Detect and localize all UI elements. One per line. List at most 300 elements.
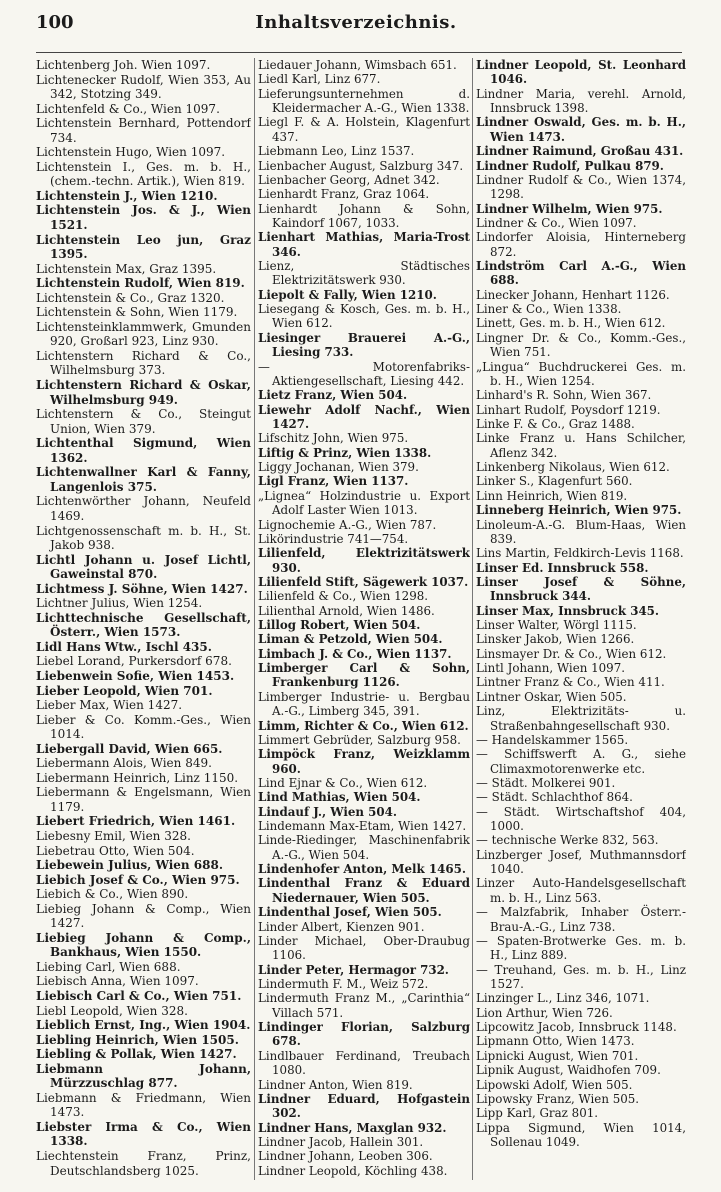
index-entry-text: Lindström Carl A.-G., Wien 688.	[476, 259, 686, 288]
index-entry-text: Lichtenwörther Johann, Neufeld 1469.	[36, 494, 251, 523]
index-entry	[476, 503, 686, 517]
index-entry-text: Lindner Oswald, Ges. m. b. H., Wien 1473.	[476, 115, 686, 144]
index-entry	[476, 905, 686, 934]
index-entry	[258, 819, 470, 833]
index-entry-text: Liebing Carl, Wien 688.	[36, 959, 181, 974]
index-entry	[476, 216, 686, 230]
index-entry-text: Liebmann Leo, Linz 1537.	[258, 144, 415, 159]
index-entry-text: Linser Max, Innsbruck 345.	[476, 603, 660, 618]
index-entry	[476, 460, 686, 474]
index-entry-text: Lichtenthal Sigmund, Wien 1362.	[36, 436, 251, 465]
index-entry-text: Lichtenstein J., Wien 1210.	[36, 188, 218, 203]
index-entry-text: Linzinger L., Linz 346, 1071.	[476, 991, 650, 1006]
index-entry-text: Lignochemie A.-G., Wien 787.	[258, 517, 437, 532]
column-divider	[254, 58, 255, 1180]
index-entry	[36, 160, 251, 189]
index-entry	[36, 771, 251, 786]
index-entry-text: Liebl Leopold, Wien 328.	[36, 1003, 188, 1018]
index-entry	[36, 73, 251, 102]
index-entry-text: Linkenberg Nikolaus, Wien 612.	[476, 460, 670, 475]
index-entry-text: Lind Ejnar & Co., Wien 612.	[258, 775, 428, 790]
index-entry-text: Lingner Dr. & Co., Komm.-Ges., Wien 751.	[476, 330, 686, 360]
index-entry-text: Liebisch Anna, Wien 1097.	[36, 974, 199, 989]
index-entry	[258, 589, 470, 603]
index-entry	[36, 1004, 251, 1019]
index-entry	[36, 276, 251, 291]
index-entry	[36, 1018, 251, 1033]
index-entry	[36, 596, 251, 611]
index-entry-text: — Städt. Schlachthof 864.	[476, 790, 633, 805]
index-entry-text: Lichtenfeld & Co., Wien 1097.	[36, 101, 220, 116]
index-entry-text: Lindner Eduard, Hofgastein 302.	[258, 1091, 470, 1121]
index-entry	[476, 704, 686, 733]
index-entry	[476, 518, 686, 547]
index-entry	[258, 360, 470, 389]
column-divider	[472, 58, 473, 1180]
index-entry	[258, 1049, 470, 1078]
index-entry	[36, 640, 251, 655]
index-entry-text: Lilienfeld & Co., Wien 1298.	[258, 589, 429, 604]
index-entry-text: Lindorfer Aloisia, Hinterneberg 872.	[476, 230, 686, 259]
index-entry-text: Liggy Jochanan, Wien 379.	[258, 460, 419, 475]
index-entry	[36, 858, 251, 873]
index-entry-text: Linz, Elektrizitäts- u. Straßenbahngesellschaft 930.	[476, 704, 686, 733]
index-entry-text: Lienhardt Johann & Sohn, Kaindorf 1067, 1033.	[258, 201, 470, 230]
index-entry	[36, 1062, 251, 1091]
index-entry	[258, 331, 470, 360]
index-entry	[36, 669, 251, 684]
index-entry	[476, 632, 686, 646]
index-entry	[36, 611, 251, 640]
index-entry	[258, 460, 470, 474]
index-entry	[476, 934, 686, 963]
index-entry	[36, 436, 251, 465]
index-entry-text: Linke F. & Co., Graz 1488.	[476, 416, 635, 431]
index-entry-text: Lichtmess J. Söhne, Wien 1427.	[36, 581, 248, 596]
index-entry	[258, 144, 470, 158]
index-entry	[258, 202, 470, 231]
index-entry-text: Lindner Maria, verehl. Arnold, Innsbruck 1398.	[476, 86, 686, 116]
index-entry-text: Lichtenstein Hugo, Wien 1097.	[36, 145, 226, 160]
index-entry	[258, 733, 470, 747]
index-entry	[258, 1164, 470, 1178]
index-entry	[258, 575, 470, 589]
header-rule	[36, 52, 682, 53]
index-entry	[36, 320, 251, 349]
index-entry-text: Limmert Gebrüder, Salzburg 958.	[258, 732, 461, 747]
index-entry	[476, 604, 686, 618]
index-entry	[36, 305, 251, 320]
index-entry-text: Liebmann Johann, Mürzzuschlag 877.	[36, 1061, 251, 1091]
index-entry	[258, 632, 470, 646]
index-entry	[36, 145, 251, 160]
index-entry	[476, 618, 686, 632]
index-entry	[36, 189, 251, 204]
index-entry	[476, 675, 686, 689]
index-entry-text: „Lingua“ Buchdruckerei Ges. m. b. H., Wien 1254.	[476, 359, 686, 388]
index-entry	[476, 302, 686, 316]
index-entry-text: Lienhart Mathias, Maria-Trost 346.	[258, 230, 470, 259]
index-entry	[476, 561, 686, 575]
index-entry	[258, 790, 470, 804]
index-entry-text: Liner & Co., Wien 1338.	[476, 302, 622, 317]
index-entry	[258, 546, 470, 575]
index-entry-text: Lichtenstein Rudolf, Wien 819.	[36, 276, 245, 291]
index-entry-text: — Malzfabrik, Inhaber Österr.-Brau-A.-G., Linz 738.	[476, 905, 686, 934]
index-entry	[258, 1020, 470, 1049]
index-entry	[36, 378, 251, 407]
index-entry-text: Liebling & Pollak, Wien 1427.	[36, 1047, 237, 1062]
page-number: 100	[36, 12, 74, 33]
index-entry	[476, 661, 686, 675]
index-entry	[258, 87, 470, 116]
index-entry	[476, 690, 686, 704]
index-column-2	[258, 58, 470, 1180]
index-entry	[258, 604, 470, 618]
index-entry-text: Liebieg Johann & Comp., Wien 1427.	[36, 901, 251, 931]
index-entry-text: Linder Albert, Kienzen 901.	[258, 919, 425, 934]
index-entry	[476, 202, 686, 216]
index-entry	[476, 1106, 686, 1120]
index-entry-text: Lindner Jacob, Hallein 301.	[258, 1134, 424, 1149]
index-entry-text: — Schiffswerft A. G., siehe Climaxmotorenwerke etc.	[476, 747, 686, 776]
index-entry-text: Lienbacher Georg, Adnet 342.	[258, 172, 440, 187]
index-entry	[476, 489, 686, 503]
index-entry-text: Lintner Oskar, Wien 505.	[476, 689, 627, 704]
index-entry-text: Lindermuth F. M., Weiz 572.	[258, 977, 429, 991]
index-entry	[476, 848, 686, 877]
index-entry	[258, 58, 470, 72]
index-entry-text: Lietz Franz, Wien 504.	[258, 388, 408, 403]
index-entry	[36, 407, 251, 436]
index-entry-text: Linder Michael, Ober-Draubug 1106.	[258, 933, 470, 963]
index-entry-text: Liebewein Julius, Wien 688.	[36, 858, 224, 873]
index-entry-text: „Lignea“ Holzindustrie u. Export Adolf Laster Wien 1013.	[258, 488, 470, 518]
index-entry	[476, 876, 686, 905]
index-columns	[36, 58, 686, 1184]
index-entry	[476, 144, 686, 158]
index-entry-text: Linser Josef & Söhne, Innsbruck 344.	[476, 574, 686, 604]
index-entry-text: Lichtenecker Rudolf, Wien 353, Au 342, Stotzing 349.	[36, 72, 251, 102]
index-entry-text: Linser Ed. Innsbruck 558.	[476, 560, 649, 575]
index-entry	[476, 331, 686, 360]
index-entry-text: Lichtenstein Leo jun, Graz 1395.	[36, 232, 251, 262]
index-entry-text: Lindemann Max-Etam, Wien 1427.	[258, 819, 467, 834]
index-entry-text: Lichtensteinklammwerk, Gmunden 920, Großarl 923, Linz 930.	[36, 319, 251, 349]
index-entry	[476, 288, 686, 302]
index-entry	[476, 87, 686, 116]
index-entry	[476, 159, 686, 173]
index-entry	[476, 991, 686, 1005]
index-entry	[36, 1047, 251, 1062]
index-entry	[36, 582, 251, 597]
index-entry-text: Liebmann & Friedmann, Wien 1473.	[36, 1090, 251, 1120]
index-entry-text: Limm, Richter & Co., Wien 612.	[258, 718, 469, 733]
index-entry	[36, 814, 251, 829]
index-entry-text: Linn Heinrich, Wien 819.	[476, 488, 628, 503]
index-entry	[258, 159, 470, 173]
index-entry-text: Linzberger Josef, Muthmannsdorf 1040.	[476, 847, 686, 877]
index-entry	[258, 72, 470, 86]
index-entry	[36, 989, 251, 1004]
index-entry	[36, 756, 251, 771]
index-entry-text: Lindenthal Franz & Eduard Niedernauer, Wien 505.	[258, 876, 470, 905]
index-entry-text: Liechtenstein Franz, Prinz, Deutschlandsberg 1025.	[36, 1149, 251, 1178]
index-column-3	[476, 58, 686, 1180]
index-entry	[258, 115, 470, 144]
index-entry-text: Lienz, Städtisches Elektrizitätswerk 930.	[258, 259, 470, 288]
index-entry	[258, 618, 470, 632]
index-entry-text: Lindermuth Franz M., „Carinthia“ Villach 571.	[258, 991, 470, 1020]
index-entry-text: Limbach J. & Co., Wien 1137.	[258, 646, 452, 661]
index-entry-text: Liepolt & Fally, Wien 1210.	[258, 287, 437, 302]
index-entry	[476, 1034, 686, 1048]
index-entry	[36, 713, 251, 742]
index-entry	[476, 259, 686, 288]
index-entry	[36, 960, 251, 975]
index-entry-text: Liebel Lorand, Purkersdorf 678.	[36, 654, 232, 669]
index-entry-text: Lichtenstein & Co., Graz 1320.	[36, 290, 225, 305]
index-entry	[476, 173, 686, 202]
index-entry	[258, 230, 470, 259]
index-entry	[258, 905, 470, 919]
index-entry	[258, 173, 470, 187]
index-entry-text: Lindenthal Josef, Wien 505.	[258, 905, 442, 920]
index-entry	[476, 833, 686, 847]
index-entry	[258, 1121, 470, 1135]
index-entry	[36, 494, 251, 523]
index-entry-text: Lilienthal Arnold, Wien 1486.	[258, 603, 435, 618]
index-entry-text: Lichtenstern & Co., Steingut Union, Wien 379.	[36, 407, 251, 436]
index-entry-text: Likörindustrie 741—754.	[258, 531, 409, 546]
index-entry-text: Lipowsky Franz, Wien 505.	[476, 1091, 640, 1106]
index-entry	[36, 742, 251, 757]
index-entry-text: Lindinger Florian, Salzburg 678.	[258, 1020, 470, 1049]
index-entry	[258, 474, 470, 488]
index-entry	[36, 116, 251, 145]
index-entry-text: Linsker Jakob, Wien 1266.	[476, 632, 635, 647]
index-entry-text: Lichtenberg Joh. Wien 1097.	[36, 58, 211, 72]
index-entry-text: — Motorenfabriks-Aktiengesellschaft, Liesing 442.	[258, 359, 470, 388]
index-entry-text: Lichtenwallner Karl & Fanny, Langenlois 375.	[36, 465, 251, 494]
index-entry	[36, 262, 251, 277]
index-entry	[258, 518, 470, 532]
index-entry-text: Liebetrau Otto, Wien 504.	[36, 843, 195, 858]
index-entry-text: Linke Franz u. Hans Schilcher, Aflenz 342.	[476, 431, 686, 460]
index-entry-text: Lipmann Otto, Wien 1473.	[476, 1034, 635, 1049]
index-entry-text: Lind Mathias, Wien 504.	[258, 790, 421, 805]
index-entry-text: — Städt. Molkerei 901.	[476, 775, 616, 790]
index-entry-text: Lipp Karl, Graz 801.	[476, 1106, 599, 1121]
index-entry	[476, 1092, 686, 1106]
index-entry	[476, 431, 686, 460]
index-entry-text: Lilienfeld, Elektrizitätswerk 930.	[258, 546, 470, 575]
index-entry-text: Liebert Friedrich, Wien 1461.	[36, 814, 236, 829]
index-entry-text: Lipowski Adolf, Wien 505.	[476, 1077, 633, 1092]
index-entry-text: Lindner Johann, Leoben 306.	[258, 1149, 433, 1164]
index-entry-text: Linzer Auto-Handelsgesellschaft m. b. H., Linz 563.	[476, 876, 686, 905]
index-entry	[258, 805, 470, 819]
index-entry-text: Lieber Max, Wien 1427.	[36, 698, 183, 713]
index-entry	[258, 532, 470, 546]
index-entry-text: Lipnicki August, Wien 701.	[476, 1048, 639, 1063]
index-entry-text: Liebenwein Sofie, Wien 1453.	[36, 668, 235, 683]
index-entry	[36, 58, 251, 73]
index-entry	[258, 977, 470, 991]
index-entry-text: Lindner Leopold, St. Leonhard 1046.	[476, 58, 686, 87]
index-entry-text: Liebermann & Engelsmann, Wien 1179.	[36, 785, 251, 814]
index-entry	[258, 920, 470, 934]
index-entry	[476, 316, 686, 330]
index-entry	[258, 647, 470, 661]
index-entry-text: Lindauf J., Wien 504.	[258, 804, 397, 819]
index-entry-text: Lieblich Ernst, Ing., Wien 1904.	[36, 1018, 251, 1033]
index-entry	[258, 776, 470, 790]
index-entry-text: Linder Peter, Hermagor 732.	[258, 962, 449, 977]
index-entry	[476, 733, 686, 747]
index-entry	[476, 474, 686, 488]
index-entry	[36, 974, 251, 989]
index-entry	[36, 291, 251, 306]
index-entry	[36, 553, 251, 582]
index-entry	[36, 1033, 251, 1048]
index-entry-text: Lintner Franz & Co., Wien 411.	[476, 675, 665, 690]
index-entry-text: Lichtenstein Jos. & J., Wien 1521.	[36, 203, 251, 233]
index-entry	[258, 1078, 470, 1092]
index-entry	[258, 302, 470, 331]
index-entry	[36, 902, 251, 931]
index-entry	[258, 446, 470, 460]
index-entry	[36, 465, 251, 494]
index-entry-text: Linhart Rudolf, Poysdorf 1219.	[476, 402, 661, 417]
index-entry	[258, 934, 470, 963]
index-entry	[258, 876, 470, 905]
index-entry-text: Lichtenstern Richard & Oskar, Wilhelmsburg 949.	[36, 378, 251, 407]
index-entry-text: Liebich Josef & Co., Wien 975.	[36, 872, 240, 887]
index-entry-text: Liebieg Johann & Comp., Bankhaus, Wien 1550.	[36, 930, 251, 960]
index-entry-text: Linett, Ges. m. b. H., Wien 612.	[476, 316, 666, 331]
index-entry	[476, 360, 686, 389]
index-entry-text: Linser Walter, Wörgl 1115.	[476, 618, 637, 633]
index-entry-text: Liebesny Emil, Wien 328.	[36, 828, 191, 843]
index-entry-text: Liebster Irma & Co., Wien 1338.	[36, 1119, 251, 1149]
index-entry-text: Liman & Petzold, Wien 504.	[258, 632, 443, 647]
index-entry	[36, 931, 251, 960]
index-entry-text: Lichtl Johann u. Josef Lichtl, Gaweinstal 870.	[36, 552, 251, 582]
index-entry-text: Liebling Heinrich, Wien 1505.	[36, 1032, 239, 1047]
index-entry	[476, 805, 686, 834]
index-entry-text: Limberger Carl & Sohn, Frankenburg 1126.	[258, 661, 470, 690]
index-entry	[258, 833, 470, 862]
index-entry-text: Lieferungsunternehmen d. Kleidermacher A.-G., Wien 1338.	[258, 86, 470, 116]
index-entry	[258, 431, 470, 445]
index-entry	[476, 1078, 686, 1092]
index-entry-text: Liebergall David, Wien 665.	[36, 741, 223, 756]
index-entry-text: Liedl Karl, Linz 677.	[258, 72, 381, 87]
index-entry	[36, 1091, 251, 1120]
index-entry	[258, 862, 470, 876]
index-entry-text: Lifschitz John, Wien 975.	[258, 431, 409, 446]
index-entry	[476, 776, 686, 790]
index-entry	[476, 747, 686, 776]
index-entry	[258, 403, 470, 432]
index-entry	[36, 102, 251, 117]
index-entry-text: — Handelskammer 1565.	[476, 732, 629, 747]
index-entry-text: Lindner Anton, Wien 819.	[258, 1077, 413, 1092]
index-entry	[476, 790, 686, 804]
index-entry-text: Liesinger Brauerei A.-G., Liesing 733.	[258, 330, 470, 360]
index-entry	[476, 1121, 686, 1150]
index-entry	[476, 1049, 686, 1063]
index-entry-text: Linecker Johann, Henhart 1126.	[476, 287, 670, 302]
index-entry-text: Lichttechnische Gesellschaft, Österr., Wien 1573.	[36, 610, 251, 640]
index-entry-text: — Treuhand, Ges. m. b. H., Linz 1527.	[476, 962, 686, 991]
index-entry-text: Lipcowitz Jacob, Innsbruck 1148.	[476, 1020, 677, 1035]
index-entry-text: Lindenhofer Anton, Melk 1465.	[258, 862, 466, 877]
index-entry-text: Liebisch Carl & Co., Wien 751.	[36, 989, 242, 1003]
index-entry	[36, 1120, 251, 1149]
index-entry-text: Lion Arthur, Wien 726.	[476, 1005, 613, 1020]
index-entry-text: Lichtner Julius, Wien 1254.	[36, 596, 203, 611]
index-entry-text: Linde-Riedinger, Maschinenfabrik A.-G., Wien 504.	[258, 833, 470, 862]
index-entry-text: Liewehr Adolf Nachf., Wien 1427.	[258, 402, 470, 431]
index-entry-text: Lienbacher August, Salzburg 347.	[258, 158, 464, 173]
index-entry	[36, 873, 251, 888]
index-entry	[258, 259, 470, 288]
index-entry	[258, 1149, 470, 1163]
index-entry	[36, 684, 251, 699]
index-entry-text: Liftig & Prinz, Wien 1338.	[258, 445, 432, 460]
index-entry	[36, 844, 251, 859]
page-title: Inhaltsverzeichnis.	[255, 12, 457, 33]
index-entry	[36, 1149, 251, 1178]
index-entry-text: Lichtenstein Max, Graz 1395.	[36, 261, 217, 276]
index-entry	[36, 203, 251, 232]
index-entry-text: Ligl Franz, Wien 1137.	[258, 474, 409, 489]
index-entry-text: — Städt. Wirtschaftshof 404, 1000.	[476, 804, 686, 834]
index-entry	[258, 1135, 470, 1149]
index-entry-text: Lichtenstein & Sohn, Wien 1179.	[36, 305, 238, 320]
index-entry	[36, 349, 251, 378]
index-entry	[258, 661, 470, 690]
index-entry-text: Linoleum-A.-G. Blum-Haas, Wien 839.	[476, 517, 686, 546]
index-entry-text: Lindlbauer Ferdinand, Treubach 1080.	[258, 1048, 470, 1078]
index-entry-text: Liebermann Alois, Wien 849.	[36, 756, 212, 771]
index-entry-text: Liebich & Co., Wien 890.	[36, 887, 189, 902]
index-entry-text: Limpöck Franz, Weizklamm 960.	[258, 747, 470, 776]
index-entry-text: — Spaten-Brotwerke Ges. m. b. H., Linz 889.	[476, 933, 686, 963]
index-entry	[258, 388, 470, 402]
index-entry	[476, 388, 686, 402]
index-entry	[258, 747, 470, 776]
index-entry	[36, 785, 251, 814]
index-entry-text: Lindner Leopold, Köchling 438.	[258, 1163, 448, 1178]
index-entry	[36, 654, 251, 669]
index-entry	[36, 887, 251, 902]
index-entry-text: Limberger Industrie- u. Bergbau A.-G., Limberg 345, 391.	[258, 689, 470, 719]
index-entry	[258, 1092, 470, 1121]
index-entry-text: Linsmayer Dr. & Co., Wien 612.	[476, 646, 667, 661]
index-entry-text: Lindner Wilhelm, Wien 975.	[476, 201, 663, 216]
index-entry	[36, 829, 251, 844]
index-entry	[476, 115, 686, 144]
index-entry	[476, 403, 686, 417]
index-entry	[476, 58, 686, 87]
index-entry-text: Lintl Johann, Wien 1097.	[476, 661, 626, 676]
index-entry	[476, 1063, 686, 1077]
index-entry-text: Lindner & Co., Wien 1097.	[476, 215, 637, 230]
index-entry-text: Linker S., Klagenfurt 560.	[476, 474, 633, 489]
